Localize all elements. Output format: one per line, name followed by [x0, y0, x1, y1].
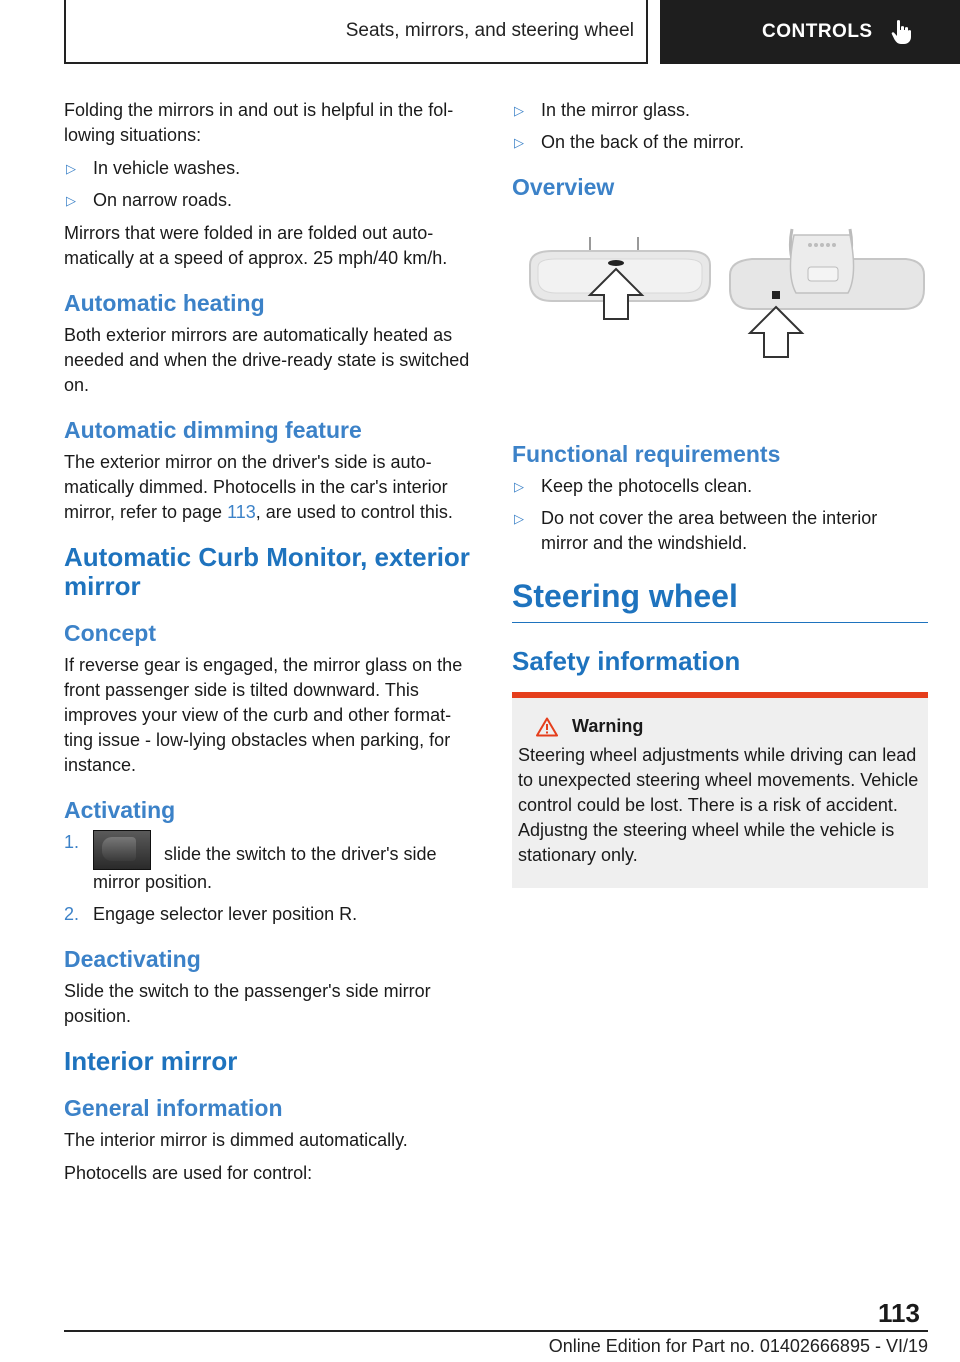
intro-paragraph: Folding the mirrors in and out is helpful in the fol‐lowing situations:: [64, 100, 454, 145]
functional-list: [512, 474, 928, 556]
photocell-front-icon: [608, 260, 624, 266]
list-item: ▷ Keep the photocells clean.: [512, 474, 928, 499]
heading-activating: Activating: [64, 797, 176, 823]
page-number: 113: [878, 1298, 920, 1328]
triangle-bullet-icon: ▷: [66, 193, 76, 208]
triangle-bullet-icon: ▷: [514, 135, 524, 150]
heading-automatic-heating: Automatic heating: [64, 290, 265, 316]
footer-edition: Online Edition for Part no. 01402666895 - VI/19: [548, 1336, 928, 1356]
automatic-dimming-text: The exterior mirror on the driver's side is auto‐matically dimmed. Photocells in the car's interior mirror, refer to page 113, are used to control this.: [64, 452, 453, 522]
photocell-list: [512, 98, 928, 155]
header-section-title: Seats, mirrors, and steering wheel: [345, 20, 634, 41]
heading-deactivating: Deactivating: [64, 946, 201, 972]
list-item: 1. slide the switch to the driver's side mirror position.: [64, 832, 437, 892]
footer-divider: [64, 1330, 928, 1332]
heading-concept: Concept: [64, 620, 156, 646]
intro-list: [64, 156, 480, 213]
deactivating-text: Slide the switch to the passenger's side mirror position.: [64, 981, 431, 1026]
folded-out-paragraph: Mirrors that were folded in are folded out auto‐matically at a speed of approx. 25 mph/40 km/h.: [64, 223, 448, 268]
interior-mirror-figure: [512, 215, 928, 410]
list-item: ▷ On the back of the mirror.: [512, 130, 928, 155]
heading-functional-requirements: Functional requirements: [512, 441, 781, 467]
hand-pointer-icon: [891, 19, 913, 45]
general-text-1: The interior mirror is dimmed automatically.: [64, 1130, 408, 1150]
list-item: ▷ On narrow roads.: [64, 188, 480, 213]
triangle-bullet-icon: ▷: [66, 161, 76, 176]
heading-safety-information: Safety information: [512, 646, 741, 676]
photocell-back-icon: [772, 291, 780, 299]
triangle-bullet-icon: ▷: [514, 511, 524, 526]
warning-triangle-icon: [536, 717, 558, 737]
automatic-heating-text: Both exterior mirrors are automatically heated as needed and when the drive-ready state is switched on.: [64, 325, 470, 395]
list-item: ▷ In the mirror glass.: [512, 98, 928, 123]
header-chapter-title: CONTROLS: [762, 21, 873, 42]
mirror-switch-icon: [93, 830, 151, 870]
heading-automatic-dimming: Automatic dimming feature: [64, 417, 362, 443]
general-text-2: Photocells are used for control:: [64, 1163, 313, 1183]
activating-steps: [64, 830, 480, 927]
interior-mirror-illustration: [512, 215, 928, 410]
heading-interior-mirror: Interior mirror: [64, 1046, 238, 1076]
heading-curb-monitor: Automatic Curb Monitor, exterior mirror: [64, 542, 470, 601]
header-section-box: [64, 0, 648, 64]
heading-steering-wheel: Steering wheel: [512, 576, 928, 623]
warning-text: Steering wheel adjustments while driving can lead to unexpected steering wheel movements. Vehicle control could be lost. There is a risk of accident. Adjustng the steering wheel while the vehicle is stationary only.: [518, 745, 919, 865]
concept-text: If reverse gear is engaged, the mirror glass on the front passenger side is tilted downward. This improves your view of the curb and other format‐ting issue - low-lying obstacles when parking, for instance.: [64, 655, 463, 775]
heading-general-information: General information: [64, 1095, 283, 1121]
list-item: ▷ In vehicle washes.: [64, 156, 480, 181]
heading-overview: Overview: [512, 174, 615, 200]
warning-box: [512, 692, 928, 888]
warning-title: Warning: [518, 716, 922, 737]
triangle-bullet-icon: ▷: [514, 479, 524, 494]
header-chapter-box: [660, 0, 960, 64]
list-item: 2. Engage selector lever position R.: [64, 904, 358, 924]
left-column: [64, 98, 480, 1194]
arrow-up-icon: [750, 307, 802, 357]
list-item: ▷ Do not cover the area between the interior mirror and the windshield.: [514, 508, 878, 553]
page-reference-link[interactable]: 113: [227, 502, 256, 522]
right-column: [512, 98, 928, 888]
triangle-bullet-icon: ▷: [514, 103, 524, 118]
